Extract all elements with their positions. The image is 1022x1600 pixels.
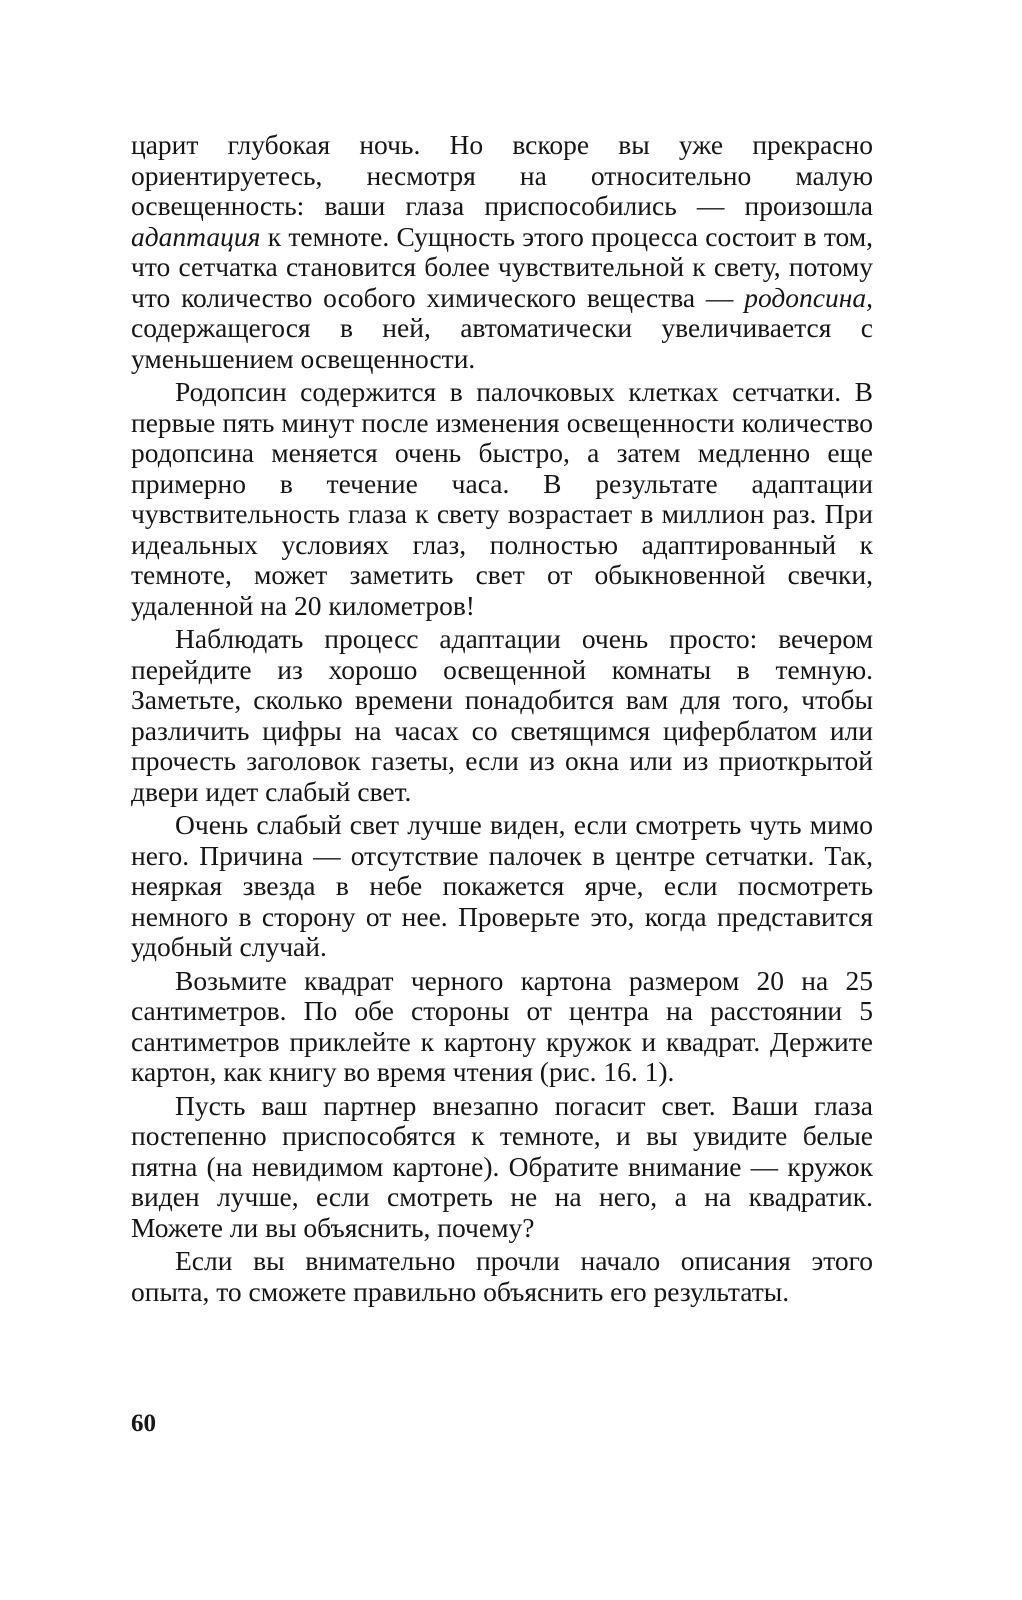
paragraph-3 (131, 624, 873, 807)
paragraph-1-text-2: к темноте. Сущность этого процесса состоит в том, что сетчатка становится более чувствительной к свету, потому что количество особого химического вещества — (131, 220, 873, 313)
term-adaptation: адаптация (131, 220, 261, 252)
paragraph-7-text: Если вы внимательно прочли начало описания этого опыта, то сможете правильно объяснить его результаты. (131, 1245, 873, 1307)
paragraph-4 (131, 810, 873, 963)
page-body (131, 130, 873, 1307)
paragraph-2-text: Родопсин содержится в палочковых клетках сетчатки. В первые пять минут после изменения освещенности количество родопсина меняется очень быстро, а затем медленно еще примерно в течение часа. В результате адаптации чувствительность глаза к свету возрастает в миллион раз. При идеальных условиях глаз, полностью адаптированный к темноте, может заметить свет от обыкновенной свечки, удаленной на 20 километров! (131, 376, 873, 621)
paragraph-2 (131, 377, 873, 621)
paragraph-4-text: Очень слабый свет лучше виден, если смотреть чуть мимо него. Причина — отсутствие палочек в центре сетчатки. Так, неяркая звезда в небе покажется ярче, если посмотреть немного в сторону от нее. Проверьте это, когда представится удобный случай. (131, 809, 873, 962)
paragraph-6-text: Пусть ваш партнер внезапно погасит свет. Ваши глаза постепенно приспособятся к темноте, и вы увидите белые пятна (на невидимом картоне). Обратите внимание — кружок виден лучше, если смотреть не на него, а на квадратик. Можете ли вы объяснить, почему? (131, 1089, 873, 1243)
paragraph-7 (131, 1246, 873, 1307)
paragraph-3-text: Наблюдать процесс адаптации очень просто: вечером перейдите из хорошо освещенной комнаты в темную. Заметьте, сколько времени понадобится вам для того, чтобы различить цифры на часах со светящимся циферблатом или прочесть заголовок газеты, если из окна или из приоткрытой двери идет слабый свет. (131, 623, 873, 807)
paragraph-6 (131, 1091, 873, 1244)
term-rhodopsin: родопсина, (744, 281, 873, 313)
paragraph-1 (131, 130, 873, 374)
paragraph-1-text-1: царит глубокая ночь. Но вскоре вы уже прекрасно ориентируетесь, несмотря на относительно малую освещенность: ваши глаза приспособились — произошла (131, 129, 873, 221)
paragraph-5 (131, 966, 873, 1088)
page-number: 60 (131, 1410, 156, 1437)
paragraph-5-text: Возьмите квадрат черного картона размером 20 на 25 сантиметров. По обе стороны от центра на расстоянии 5 сантиметров приклейте к картону кружок и квадрат. Держите картон, как книгу во время чтения (рис. 16. 1). (131, 964, 873, 1087)
paragraph-1-text-3: содержащегося в ней, автоматически увеличивается с уменьшением освещенности. (131, 312, 873, 374)
